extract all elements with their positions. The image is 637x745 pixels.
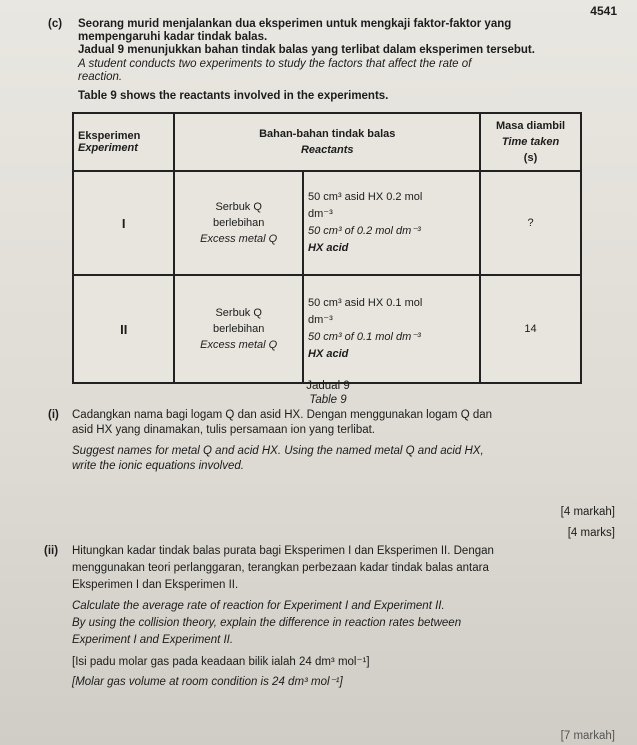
question-ii-english-line3: Experiment I and Experiment II.	[72, 634, 234, 646]
question-ii-hint-english: [Molar gas volume at room condition is 24 dm³ mol⁻¹]	[72, 676, 343, 688]
question-ii-malay-line3: Eksperimen I dan Eksperimen II.	[72, 579, 239, 591]
question-ii-marks-partial: [7 markah]	[560, 730, 615, 742]
row1-acid	[303, 171, 480, 275]
reactants-table	[72, 112, 582, 384]
row1-metal	[174, 171, 303, 275]
header-reactants	[174, 113, 480, 171]
part-c-malay-line3: Jadual 9 menunjukkan bahan tindak balas yang terlibat dalam eksperimen tersebut.	[78, 44, 535, 56]
row1-acid-malay-unit: dm⁻³	[308, 208, 333, 220]
table-row	[73, 171, 581, 275]
header-time	[480, 113, 581, 171]
question-ii-hint-malay: [Isi padu molar gas pada keadaan bilik ialah 24 dm³ mol⁻¹]	[72, 656, 370, 668]
part-c-malay-line1: Seorang murid menjalankan dua eksperimen untuk mengkaji faktor-faktor yang	[78, 18, 512, 30]
page-code: 4541	[590, 4, 617, 18]
header-time-malay: Masa diambil	[495, 120, 566, 132]
row2-acid-english2: HX acid	[308, 348, 349, 360]
question-ii-label: (ii)	[44, 545, 59, 557]
row2-metal	[174, 275, 303, 383]
question-ii-malay-line1: Hitungkan kadar tindak balas purata bagi Eksperimen I dan Eksperimen II. Dengan	[72, 545, 494, 557]
row2-acid	[303, 275, 480, 383]
question-i-label: (i)	[48, 409, 59, 421]
question-i-malay-line2: asid HX yang dinamakan, tulis persamaan ion yang terlibat.	[72, 424, 376, 436]
row1-metal-malay2: berlebihan	[213, 217, 265, 229]
header-experiment	[73, 113, 174, 171]
header-experiment-english: Experiment	[78, 142, 138, 154]
row1-metal-english: Excess metal Q	[200, 233, 278, 245]
part-c-english-line2: reaction.	[78, 71, 123, 83]
row1-acid-english2: HX acid	[308, 242, 349, 254]
question-i-english-line1: Suggest names for metal Q and acid HX. Using the named metal Q and acid HX,	[72, 445, 484, 457]
header-reactants-english: Reactants	[300, 144, 354, 156]
row1-time: ?	[480, 171, 581, 275]
part-c-malay-line2: mempengaruhi kadar tindak balas.	[78, 31, 268, 43]
question-ii-english-line2: By using the collision theory, explain the difference in reaction rates between	[72, 617, 462, 629]
row2-metal-malay: Serbuk Q	[215, 307, 262, 319]
row1-acid-english: 50 cm³ of 0.2 mol dm⁻³	[308, 225, 421, 237]
question-i-marks-english: [4 marks]	[567, 527, 615, 539]
row2-metal-english: Excess metal Q	[200, 339, 278, 351]
row1-acid-malay: 50 cm³ asid HX 0.2 mol	[308, 191, 423, 203]
header-experiment-malay: Eksperimen	[78, 130, 141, 142]
row2-experiment: II	[73, 275, 174, 383]
row2-time: 14	[480, 275, 581, 383]
question-ii-english-line1: Calculate the average rate of reaction for Experiment I and Experiment II.	[72, 600, 445, 612]
row1-metal-malay: Serbuk Q	[215, 201, 262, 213]
header-time-english: Time taken	[501, 136, 560, 148]
part-c-label: (c)	[48, 18, 63, 30]
row2-acid-malay-unit: dm⁻³	[308, 314, 333, 326]
question-i-english-line2: write the ionic equations involved.	[72, 460, 244, 472]
header-reactants-malay: Bahan-bahan tindak balas	[259, 128, 396, 140]
row2-metal-malay2: berlebihan	[213, 323, 265, 335]
table-row	[73, 275, 581, 383]
question-ii-malay-line2: menggunakan teori perlanggaran, terangkan perbezaan kadar tindak balas antara	[72, 562, 489, 574]
part-c-english-line1: A student conducts two experiments to study the factors that affect the rate of	[78, 58, 472, 70]
table-intro: Table 9 shows the reactants involved in the experiments.	[78, 90, 389, 102]
question-i-marks-malay: [4 markah]	[560, 506, 615, 518]
table-caption-english: Table 9	[309, 394, 347, 406]
row2-acid-english: 50 cm³ of 0.1 mol dm⁻³	[308, 331, 421, 343]
table-caption-malay: Jadual 9	[306, 380, 350, 392]
question-i-malay-line1: Cadangkan nama bagi logam Q dan asid HX. Dengan menggunakan logam Q dan	[72, 409, 493, 421]
row1-experiment: I	[73, 171, 174, 275]
row2-acid-malay: 50 cm³ asid HX 0.1 mol	[308, 297, 423, 309]
header-time-unit: (s)	[523, 152, 538, 164]
